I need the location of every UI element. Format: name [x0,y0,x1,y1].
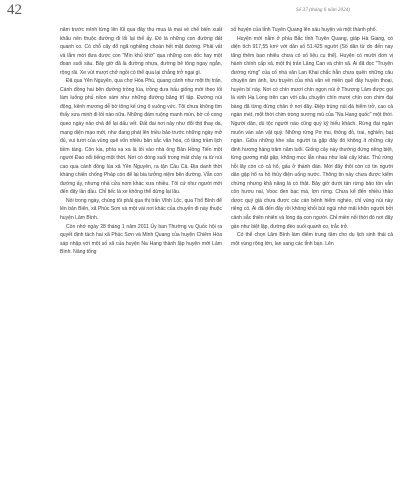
text-column-right [231,26,393,248]
paragraph: số huyện của tỉnh Tuyên Quang lên sáu huyện và một thành phố. [231,27,377,33]
page-number: 42 [7,2,22,18]
paragraph: Huyện mới nằm ở phía Bắc tỉnh Tuyên Quang, giáp Hà Giang, có diện tích 917,55 km² với dân số 51.425 người (Số dân từ do đến nay tăng thêm bao nhiêu chưa có số liệu cụ thể). Huyện có mười đơn vị hành chính cấp xã, một thị trấn Lăng Can và chín xã. Ai đã đọc "Truyện đường rừng" của cố nhà văn Lan Khai chắc hẳn chưa quên những câu chuyện ám ảnh, lưu truyền của nhà văn về miền quê đầy huyền thoại, huyền bí này. Nơi có chín mươi chín ngọn núi ở Thượng Lâm được gọi là vịnh Hạ Long trên cạn với câu chuyện chín mươi chín con chim đại bàng đã từng đứng chân ở nơi đây. Điệp trùng núi đá hiểm trở, cao cả ngàn mét, một thời chim trong sương mù của "Na Hang quốc" một thời. Người dân, dù tộc người nào cũng quý kỹ hiếu khách. Rừng đại ngàn muôn vàn sản vật quý. Những rừng Pơ mu, thông đỏ, trai, nghiến, bạt ngàn. Giữa những khe sâu người ta gặp đây đó không ít những cây đinh hương hàng trăm năm tuổi. Giống cây này thường đứng riêng biệt, từng gương mật gặp, không mọc lẫn nhau như loài cây khác. Thủ rừng hỗi lây còn có cả hổ, gấu ở thành đàn. Mới đây thôi còn có tin người dân gặp hổ ra hồ thủy điện uống nước. Thông tin này chưa được kiểm chứng nhưng khả năng là có thật. Bây giờ dưới tán rừng bảo tồn vẫn còn hươu nai, Voọc đen bạc má, lợn rừng. Chưa kể đến nhiều thảo dược quý giá chưa được các cán bệnh hiểm nghèo, chỉ vùng núi này riêng có. Ai đã đến đây rồi không khỏi bùi ngùi nhớ mãi khôn người bởi cảnh sắc thiên nhiên và lòng dạ con người. Chỉ miền nối thời đó nơi đây gần như biệt lập, đường đèo suối quanh co, trắc trở. [231,35,393,230]
paragraph: Nói trong ngày, chúng tôi phải qua thị trấn Vĩnh Lộc, qua Thổ Bình để lên bản Biên, xã Phúc Sơn và một vài nơi khác của chuyến đi này thuộc huyện Lâm Bình. [60,197,222,222]
paragraph: năm trước mình từng lên lũi qua đây thu mua lá mai về chế biến xuất khẩu nên thuộc đường đi lối lại thế ấy. Đó là những con đường đất quanh co. Có chỗ cây đổ ngã nghiêng choán hết mặt đường. Phải vất vả lắm mới đưa được con "Mìn khủ khờ" qua những con dốc hay một đoạn suối sâu. Bây giờ đã là đường nhựa, đường bê tông ngay ngắn, rộng rãi. Xe vút mượt chở ngồi có thể qua lại chẳng trở ngại gì. [60,27,222,76]
paragraph: Có thể chọn Lâm Bình làm điểm trung tâm cho du lịch sinh thái cả một vùng rộng lớn, lan sang các tỉnh bạn. Lên [231,232,393,247]
text-column-left [60,26,222,257]
paragraph: Đã qua Yên Nguyên, qua chợ Hòa Phú, quang cảnh như một thị trấn. Cánh đồng hai bên đường trồng lúa, trồng dưa hấu giống mới theo lối làm luống phủ nilon xám như những đường băng trĩ tập. Đường núi động, kênh mương dễ bờ tông kế ứng ô vuông vức. Tôi chưa không tìm thấy xưa minh đi lối nào nữa. Những đám ruộng manh mún, bờ cỏ cong queo ngày nào chả để lại dấu vết. Đất đai nơi này như đổi thịt thay da, mang diện mạo mới, như đang phát lên triều bảo trước những ngày mở đủ, vui tươi của vùng quê vốn nhiều bản sắc văn hóa, có tầng trầm lịch tiềm tàng. Còn kia, phía xa xa là lối vào nhà ông Bản Hồng Tiến một người Đao nổi tiếng một thời. Nơi có dòng suối trong mát chảy ra từ núi cao qua cánh đồng lúa xã Yên Nguyên, ra tận Cầu Cả. Địa danh thời kháng chiến chống Pháp còn để lại bia tưởng niệm bên đường. Vẫn con đường ấy, nhưng nhà cửa nom khác xưa nhiều. Tôi cứ như người mới đến đây lần đầu. Chỉ tiếc là xe không thể dừng lại lâu. [60,78,222,196]
running-header-issue: Số 37 (tháng 6 năm 2024) [296,7,351,13]
paragraph: Còn nhớ ngày 28 tháng 1 năm 2011 Ủy ban Thường vụ Quốc hội ra quyết định tách hai xã Phúc Sơn và Minh Quang của huyện Chiêm Hóa sáp nhập với một số xã của huyện Na Hang thành lập huyện mới Lâm Bình. Nâng tổng [60,223,222,256]
